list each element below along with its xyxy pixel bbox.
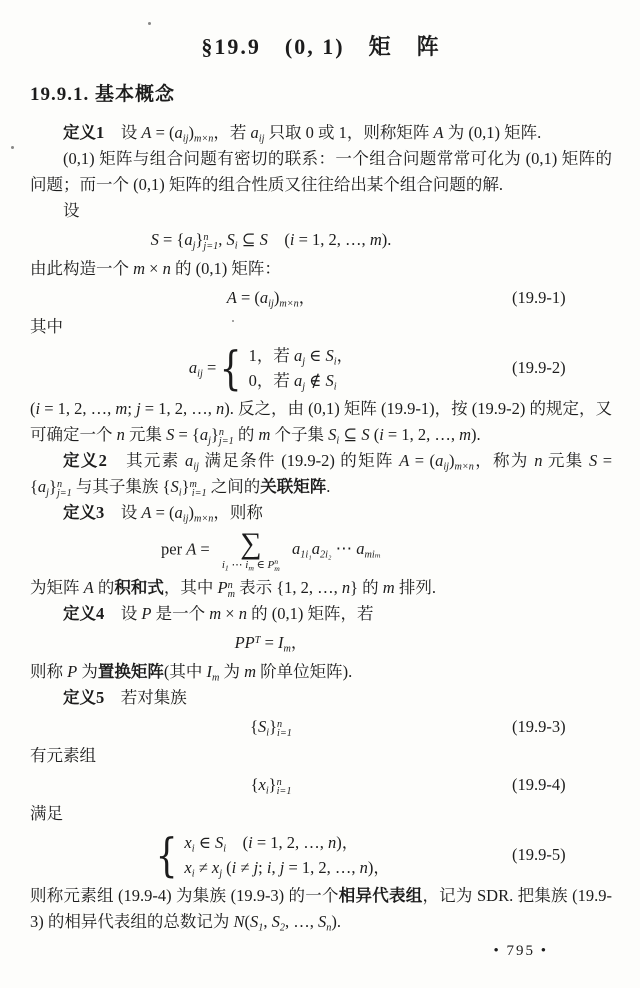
scan-speckle xyxy=(11,146,14,149)
left-brace: { xyxy=(219,341,242,395)
paragraph-construct: 由此构造一个 m × n 的 (0,1) 矩阵： xyxy=(30,259,281,278)
paragraph-definition-1: 定义1 设 $A = (a_{ij})_{m\times n}$，若 $a_{ij}$ 只取 0 或 1，则称矩阵 A 为 (0,1) 矩阵. xyxy=(63,123,542,145)
equation-number: (19.9-2) xyxy=(512,358,566,377)
page-number: • 795 • xyxy=(493,943,548,959)
left-brace: { xyxy=(155,828,178,882)
paragraph-definition-4: 定义4 设 P 是一个 m × n 的 (0,1) 矩阵，若 xyxy=(63,604,374,623)
formula-body: $A = (a_{ij})_{m\times n}$， xyxy=(226,288,316,310)
equation-19-9-4 xyxy=(30,772,612,798)
sigma-symbol: ∑ xyxy=(240,527,262,560)
case-line-2: 0，若 $a_j$ ∉ $S_i$ xyxy=(248,371,337,393)
summation-limits: $i_1$ ⋯ $i_m$ ∈ $P^n_m$ xyxy=(221,557,280,573)
scan-speckle xyxy=(232,320,234,322)
case-line-1: 1，若 $a_j$ ∈ $S_i$， xyxy=(248,346,354,368)
cases-expression xyxy=(189,343,353,393)
equation-19-9-2 xyxy=(30,343,612,393)
paragraph-let: 设 xyxy=(63,201,80,220)
formula-body: $\{S_i\}^n_{i=1}$ xyxy=(250,717,292,739)
formula-body xyxy=(30,830,512,880)
formula-permutation-matrix xyxy=(30,630,612,656)
formula-body xyxy=(30,343,512,393)
equation-number: (19.9-5) xyxy=(512,845,566,864)
permanent-rhs: $a_{1i_1}a_{2i_2}$ ⋯ $a_{mi_m}$ xyxy=(291,539,381,561)
case-line-2: $x_i \ne x_j$ (i ≠ j; i, j = 1, 2, …, n)， xyxy=(184,858,390,880)
equation-19-9-1 xyxy=(30,285,612,311)
paragraph-element-group: 有元素组 xyxy=(30,746,96,765)
paragraph-intro: (0,1) 矩阵与组合问题有密切的联系：一个组合问题常常可化为 (0,1) 矩阵的问题；而一个 (0,1) 矩阵的组合性质又往往给出某个组合问题的解. xyxy=(30,149,612,194)
paragraph-definition-5: 定义5 若对集族 xyxy=(63,688,187,707)
subsection-heading: 19.9.1. 基本概念 xyxy=(30,84,176,105)
paragraph-satisfy: 满足 xyxy=(30,804,63,823)
formula-body: $\{x_i\}^n_{i=1}$ xyxy=(250,775,292,797)
equation-19-9-5 xyxy=(30,830,612,880)
cases-lhs: $a_{ij}$ = xyxy=(188,358,217,380)
paragraph-permutation-note: 则称 P 为置换矩阵(其中 $I_m$ 为 m 阶单位矩阵). xyxy=(30,662,353,684)
formula-body: $S = \{a_j\}^n_{j=1}$, $S_i$ ⊆ S (i = 1, 2, …, m). xyxy=(150,230,392,252)
equation-number: (19.9-4) xyxy=(512,775,566,794)
paragraph-definition-3: 定义3 设 $A = (a_{ij})_{m\times n}$，则称 xyxy=(63,503,263,525)
paragraph-definition-2: 定义2 其元素 $a_{ij}$ 满足条件 (19.9-2) 的矩阵 $A = (a_{ij})_{m\times n}$，称为 n 元集 $S = \{a_j\}^n_{j=1}$ 与其子集族 $\{S_i\}^m_{i=1}$ 之间的关联矩阵. xyxy=(30,451,613,499)
formula-permanent xyxy=(30,529,612,572)
formula-body xyxy=(30,529,512,572)
section-title: §19.9 (0, 1) 矩 阵 xyxy=(201,34,441,59)
equation-number: (19.9-3) xyxy=(512,717,566,736)
scan-speckle xyxy=(148,22,151,25)
formula-body: $PP^T = I_m$， xyxy=(234,633,308,655)
paragraph-sdr: 则称元素组 (19.9-4) 为集族 (19.9-3) 的一个相异代表组，记为 SDR. 把集族 (19.9-3) 的相异代表组的总数记为 $N(S_1$, $S_2$, …, $S_n$). xyxy=(30,886,613,934)
paragraph-converse: (i = 1, 2, …, m; j = 1, 2, …, n). 反之，由 (0,1) 矩阵 (19.9-1)，按 (19.9-2) 的规定，又可确定一个 n 元集 $S = \{a_j\}^n_{j=1}$ 的 m 个子集 $S_i$ ⊆ S (i = 1, 2, …, m). xyxy=(30,399,612,447)
cases-expression xyxy=(152,830,390,880)
summation xyxy=(222,529,280,572)
paragraph-permanent-note: 为矩阵 A 的积和式，其中 $P^n_m$ 表示 {1, 2, …, n} 的 m 排列. xyxy=(30,578,436,600)
cases-column xyxy=(249,343,354,393)
formula-set-family xyxy=(30,227,612,253)
equation-19-9-3 xyxy=(30,714,612,740)
equation-number: (19.9-1) xyxy=(512,288,566,307)
cases-column xyxy=(184,830,390,880)
paragraph-where: 其中 xyxy=(30,317,63,336)
permanent-lhs: per A = xyxy=(161,539,214,559)
case-line-1: $x_i$ ∈ $S_i$ (i = 1, 2, …, n)， xyxy=(184,833,359,855)
